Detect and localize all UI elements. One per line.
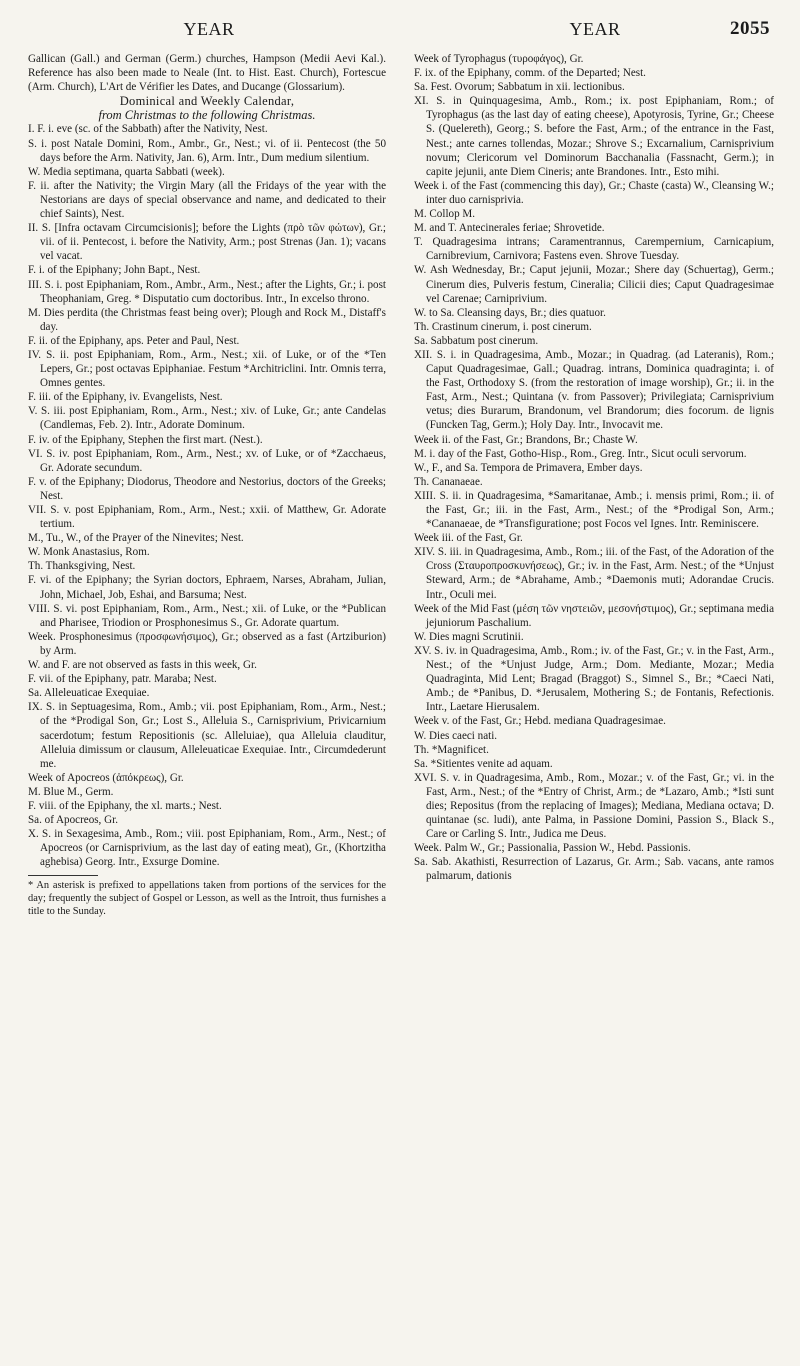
calendar-entry: XVI. S. v. in Quadragesima, Amb., Rom., Mozar.; v. of the Fast, Gr.; vi. in the Fast, Arm., Nest.; of the *Entry of Christ, Arm.; de *Lazaro, Amb.; *Isti sunt dies; Repositus (from the replacing of Images); Mediana, Mediana octava; D. quintanae (sc. ludi), ante Palma, in Passione Domini, Passion S., Black S., Care or Carling S. Intr., Judica me Deus. bbox=[414, 771, 774, 841]
calendar-entry: F. ii. after the Nativity; the Virgin Mary (all the Fridays of the year with the Nestorians are days of special observance and name, and dedicated to their chief Saints), Nest. bbox=[28, 179, 386, 221]
calendar-entry: Week of the Mid Fast (μέση τῶν νηστειῶν, μεσονήστιμος), Gr.; septimana media jejuniorum Paschalium. bbox=[414, 602, 774, 629]
calendar-entry: IV. S. ii. post Epiphaniam, Rom., Arm., Nest.; xii. of Luke, or of the *Ten Lepers, Gr.; post octavas Epiphaniae. Festum *Architriclini. Intr. Omnis terra, Omnes gentes. bbox=[28, 348, 386, 390]
calendar-entry: W. and F. are not observed as fasts in this week, Gr. bbox=[28, 659, 257, 672]
section-subheading: from Christmas to the following Christmas. bbox=[98, 108, 316, 123]
calendar-entry: XI. S. in Quinquagesima, Amb., Rom.; ix. post Epiphaniam, Rom.; of Tyrophagus (as the last day of eating cheese), Apotyrosis, Tyrine, Gr.; Cheese S. (Quelereth), Georg.; S. before the Fast, Arm.; of the entrance in the Fast, Nest.; ante carnes tollendas, Mozar.; Shrove S.; Excarnalium, Carnisprivium novum; Clericorum vel Dominorum Bacchanalia (Fassnacht, Germ.); in capite jejunii, ante Diem Cineris; ante Brandones. Intr., Esto mihi. bbox=[414, 95, 774, 178]
intro-paragraph: Gallican (Gall.) and German (Germ.) churches, Hampson (Medii Aevi Kal.). Reference has also been made to Neale (Int. to Hist. East. Church), Fortescue (Arm. Church), L'Art de Vérifier les Dates, and Ducange (Glossarium). bbox=[28, 53, 386, 94]
calendar-entry: F. vii. of the Epiphany, patr. Maraba; Nest. bbox=[28, 673, 217, 686]
calendar-entry: M. Dies perdita (the Christmas feast being over); Plough and Rock M., Distaff's day. bbox=[28, 306, 386, 333]
footnote bbox=[28, 879, 386, 918]
calendar-entry: F. ii. of the Epiphany, aps. Peter and Paul, Nest. bbox=[28, 334, 240, 347]
left-column bbox=[28, 52, 386, 918]
section-heading: Dominical and Weekly Calendar, bbox=[119, 94, 295, 109]
left-entry-list bbox=[28, 122, 386, 869]
calendar-entry: Week ii. of the Fast, Gr.; Brandons, Br.; Chaste W. bbox=[414, 433, 638, 446]
calendar-entry: F. iv. of the Epiphany, Stephen the first mart. (Nest.). bbox=[28, 433, 263, 446]
calendar-entry: Week i. of the Fast (commencing this day), Gr.; Chaste (casta) W., Cleansing W.; inter duo carnisprivia. bbox=[414, 179, 774, 206]
calendar-entry: F. vi. of the Epiphany; the Syrian doctors, Ephraem, Narses, Abraham, Julian, John, Michael, Job, Eshai, and Barsuma; Nest. bbox=[28, 574, 386, 601]
footnote-rule bbox=[28, 875, 98, 876]
calendar-entry: I. F. i. eve (sc. of the Sabbath) after the Nativity, Nest. bbox=[28, 123, 268, 136]
calendar-entry: W., F., and Sa. Tempora de Primavera, Ember days. bbox=[414, 461, 643, 474]
calendar-entry: W. Ash Wednesday, Br.; Caput jejunii, Mozar.; Shere day (Schuertag), Germ.; Cinerum dies, Pulveris festum, Cineralia; Cilicii dies; Caput Quadragesimae vel Carenae; Carniprivium. bbox=[414, 264, 774, 305]
calendar-entry: Th. *Magnificet. bbox=[414, 743, 489, 756]
calendar-entry: F. iii. of the Epiphany, iv. Evangelists, Nest. bbox=[28, 391, 223, 404]
calendar-entry: VI. S. iv. post Epiphaniam, Rom., Arm., Nest.; xv. of Luke, or of *Zacchaeus, Gr. Adorate secundum. bbox=[28, 447, 386, 474]
calendar-entry: Sa. Sab. Akathisti, Resurrection of Lazarus, Gr. Arm.; Sab. vacans, ante ramos palmarum, dationis bbox=[414, 856, 774, 883]
calendar-entry: F. v. of the Epiphany; Diodorus, Theodore and Nestorius, doctors of the Greeks; Nest. bbox=[28, 475, 386, 502]
calendar-entry: Week. Palm W., Gr.; Passionalia, Passion W., Hebd. Passionis. bbox=[414, 842, 691, 855]
calendar-entry: S. i. post Natale Domini, Rom., Ambr., Gr., Nest.; vi. of ii. Pentecost (the 50 days before the Arm. Nativity, Jan. 6), Arm. Intr., Dum medium silentium. bbox=[28, 137, 386, 164]
calendar-entry: Th. Crastinum cinerum, i. post cinerum. bbox=[414, 320, 592, 333]
calendar-entry: Sa. Sabbatum post cinerum. bbox=[414, 334, 539, 347]
calendar-entry: XII. S. i. in Quadragesima, Amb., Mozar.; in Quadrag. (ad Lateranis), Rom.; Caput Quadragesimae, Gall.; Quadrag. intrans, Dominica quadraginta; i. of the Fast, Orthodoxy S. (from the restoration of image worship), Gr.; ii. in the Fast, Arm., Nest.; Quintana (v. from Passover); Privilegiata; Carnisprivium vetus; dies Burarum, Brandonum, vel Brandorum; dies focorum. de lignis (Funcken Tag, Germ.); Holy Day. Intr., Invocavit me. bbox=[414, 348, 774, 432]
calendar-entry: M., Tu., W., of the Prayer of the Ninevites; Nest. bbox=[28, 532, 244, 545]
calendar-entry: T. Quadragesima intrans; Caramentrannus, Carempernium, Carnicapium, Carnibrevium, Carnivora; Fastens even. Shrove Tuesday. bbox=[414, 236, 774, 263]
calendar-entry: III. S. i. post Epiphaniam, Rom., Ambr., Arm., Nest.; after the Lights, Gr.; i. post Theophaniam, Greg. * Disputatio cum doctoribus. Intr., In excelso throno. bbox=[28, 278, 386, 305]
right-running-title: YEAR bbox=[569, 18, 621, 39]
calendar-entry: Th. Thanksgiving, Nest. bbox=[28, 560, 136, 573]
running-header bbox=[30, 12, 770, 46]
footnote-text: * An asterisk is prefixed to appellations taken from portions of the services for the day; frequently the subject of Gospel or Lesson, as well as the Introit, thus furnishes a title to the Sunday. bbox=[28, 880, 386, 918]
right-column bbox=[414, 52, 774, 884]
calendar-entry: XIII. S. ii. in Quadragesima, *Samaritanae, Amb.; i. mensis primi, Rom.; ii. of the Fast, Gr.; iii. in the Fast, Arm., Nest.; of the *Prodigal Son, Arm.; *Cananaeae, de *Transfiguratione; post Focos vel Ignes. Intr. Reminiscere. bbox=[414, 489, 774, 531]
calendar-entry: II. S. [Infra octavam Circumcisionis]; before the Lights (πρὸ τῶν φώτων), Gr.; vii. of ii. Pentecost, i. before the Nativity, Arm.; post Strenas (Jan. 1); vacans vel vacat. bbox=[28, 222, 386, 263]
calendar-entry: M. i. day of the Fast, Gotho-Hisp., Rom., Greg. Intr., Sicut oculi servorum. bbox=[414, 447, 747, 460]
calendar-entry: F. viii. of the Epiphany, the xl. marts.; Nest. bbox=[28, 799, 222, 812]
calendar-entry: Week of Tyrophagus (τυροφάγος), Gr. bbox=[414, 53, 584, 65]
calendar-entry: XIV. S. iii. in Quadragesima, Amb., Rom.; iii. of the Fast, of the Adoration of the Cross (Σταυροπροσκυνήσεως), Gr.; iv. in the Fast, Arm. Nest.; of the *Unjust Steward, Arm.; de *Abrahame, Amb.; *Daemonis muti; Adorandae Crucis. Intr., Oculi mei. bbox=[414, 546, 774, 601]
left-running-title: YEAR bbox=[183, 18, 235, 39]
calendar-entry: V. S. iii. post Epiphaniam, Rom., Arm., Nest.; xiv. of Luke, Gr.; ante Candelas (Candlemas, Feb. 2). Intr., Adorate Dominum. bbox=[28, 405, 386, 432]
calendar-entry: VIII. S. vi. post Epiphaniam, Rom., Arm., Nest.; xii. of Luke, or the *Publican and Pharisee, Triodion or Prosphonesimus S., Gr. Adorate quartum. bbox=[28, 602, 386, 629]
calendar-entry: F. i. of the Epiphany; John Bapt., Nest. bbox=[28, 264, 201, 277]
calendar-entry: Sa. of Apocreos, Gr. bbox=[28, 814, 118, 827]
calendar-entry: W. Media septimana, quarta Sabbati (week). bbox=[28, 165, 225, 178]
calendar-entry: Week v. of the Fast, Gr.; Hebd. mediana Quadragesimae. bbox=[414, 715, 666, 728]
calendar-entry: Week iii. of the Fast, Gr. bbox=[414, 532, 523, 545]
calendar-entry: VII. S. v. post Epiphaniam, Rom., Arm., Nest.; xxii. of Matthew, Gr. Adorate tertium. bbox=[28, 504, 386, 531]
calendar-entry: XV. S. iv. in Quadragesima, Amb., Rom.; iv. of the Fast, Gr.; v. in the Fast, Arm., Nest.; of the *Unjust Judge, Arm.; Dom. Mediante, Mozar.; Media Quadraginta, Mid Lent; Bragad (Braggot) S., Simnel S., Br.; *Caeci Nati, Amb.; de *Panibus, D. *Jerusalem, Mothering S.; de Fontanis, Refectionis. Intr., Laetare Hierusalem. bbox=[414, 644, 774, 714]
calendar-entry: IX. S. in Septuagesima, Rom., Amb.; vii. post Epiphaniam, Rom., Arm., Nest.; of the *Prodigal Son, Gr.; Lost S., Alleluia S., Carnisprivium, Privicarnium sacerdotum; festum Repositionis (sc. Alleluiae), qua Alleluia clauditur, Alleluia dimissum or clausum, Alleleuaticae Exequiae. Intr., Circumdederunt me. bbox=[28, 701, 386, 770]
calendar-entry: W. Dies caeci nati. bbox=[414, 729, 498, 742]
calendar-entry: X. S. in Sexagesima, Amb., Rom.; viii. post Epiphaniam, Rom., Arm., Nest.; of Apocreos (or Carnisprivium, as the last day of eating meat), Gr., (Khortzitha aghebisa) Georg. Intr., Exsurge Domine. bbox=[28, 828, 386, 869]
page-number: 2055 bbox=[730, 18, 770, 39]
calendar-entry: M. Collop M. bbox=[414, 208, 476, 221]
calendar-entry: M. and T. Antecinerales feriae; Shrovetide. bbox=[414, 222, 605, 235]
calendar-entry: Week of Apocreos (ἀπόκρεως), Gr. bbox=[28, 771, 184, 784]
right-entry-list bbox=[414, 52, 774, 884]
calendar-entry: Sa. *Sitientes venite ad aquam. bbox=[414, 757, 553, 770]
calendar-entry: Sa. Fest. Ovorum; Sabbatum in xii. lectionibus. bbox=[414, 81, 625, 94]
calendar-entry: Th. Cananaeae. bbox=[414, 475, 483, 488]
calendar-entry: M. Blue M., Germ. bbox=[28, 785, 114, 798]
calendar-entry: Week. Prosphonesimus (προσφωνήσιμος), Gr.; observed as a fast (Artziburion) by Arm. bbox=[28, 630, 386, 657]
calendar-entry: W. Dies magni Scrutinii. bbox=[414, 630, 524, 643]
calendar-entry: W. Monk Anastasius, Rom. bbox=[28, 546, 150, 559]
calendar-entry: Sa. Alleleuaticae Exequiae. bbox=[28, 687, 150, 700]
calendar-entry: W. to Sa. Cleansing days, Br.; dies quatuor. bbox=[414, 306, 606, 319]
calendar-entry: F. ix. of the Epiphany, comm. of the Departed; Nest. bbox=[414, 67, 646, 80]
